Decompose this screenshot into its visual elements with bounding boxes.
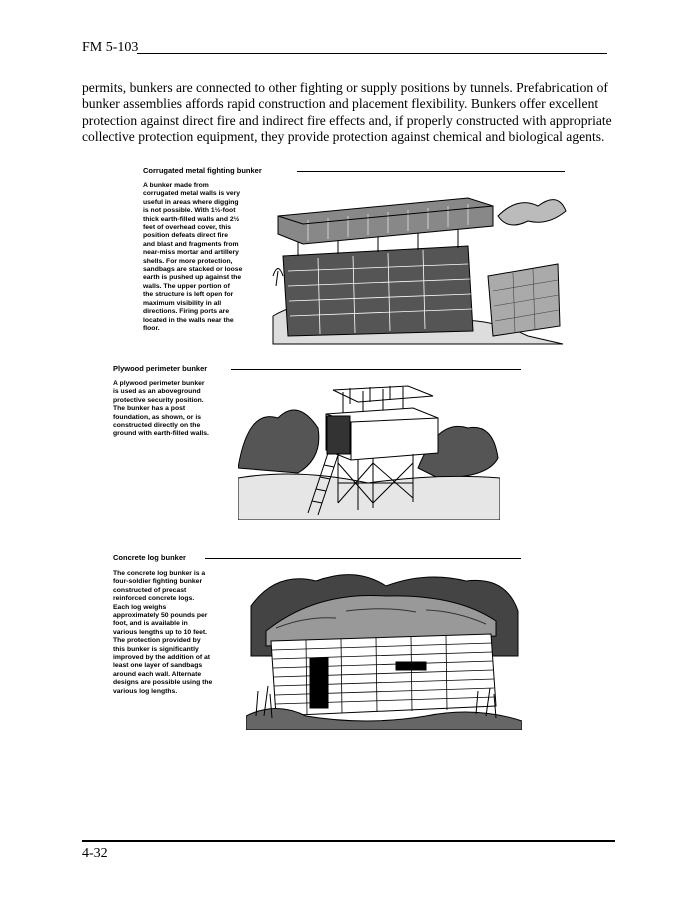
text-line: shells. For more protection, bbox=[143, 257, 233, 265]
text-line: approximately 50 pounds per bbox=[113, 612, 208, 620]
header-rule bbox=[137, 53, 607, 54]
body-paragraph bbox=[82, 80, 612, 145]
text-line: walls. The upper portion of bbox=[143, 282, 230, 290]
text-line: The bunker has a post bbox=[113, 405, 186, 413]
paragraph-line: protection against direct fire and indirect fire effects and, if properly constructed with appropriate bbox=[82, 112, 612, 128]
figure-text-plywood bbox=[113, 380, 238, 439]
corrugated-bunker-illustration bbox=[268, 176, 568, 348]
text-line: and blast and fragments from bbox=[143, 240, 239, 248]
text-line: around each wall. Alternate bbox=[113, 670, 202, 678]
text-line: is not possible. With 1½-foot bbox=[143, 207, 236, 215]
text-line: four-soldier fighting bunker bbox=[113, 578, 203, 586]
text-line: Each log weighs bbox=[113, 603, 167, 611]
caption-rule bbox=[205, 558, 521, 559]
text-line: A bunker made from bbox=[143, 182, 209, 189]
text-line: position defeats direct fire bbox=[143, 232, 228, 240]
text-line: located in the walls near the bbox=[143, 316, 234, 324]
text-line: is used as an aboveground bbox=[113, 388, 201, 396]
caption-rule bbox=[297, 171, 565, 172]
text-line: The protection provided by bbox=[113, 637, 201, 645]
figure-caption-corrugated: Corrugated metal fighting bunker bbox=[143, 166, 262, 175]
figure-caption-concrete-log: Concrete log bunker bbox=[113, 553, 186, 562]
text-line: ground with earth-filled walls. bbox=[113, 430, 209, 438]
figure-text-corrugated bbox=[143, 182, 271, 333]
text-line: directions. Firing ports are bbox=[143, 308, 230, 316]
text-line: feet of overhead cover, this bbox=[143, 224, 232, 232]
text-line: various log lengths. bbox=[113, 687, 178, 695]
text-line: thick earth-filled walls and 2½ bbox=[143, 215, 240, 223]
text-line: protective security position. bbox=[113, 396, 204, 404]
text-line: A plywood perimeter bunker bbox=[113, 380, 205, 387]
paragraph-line: permits, bunkers are connected to other fighting or supply positions by tunnels. Prefabrication of bbox=[82, 80, 608, 95]
text-line: The concrete log bunker is a bbox=[113, 570, 206, 577]
text-line: reinforced concrete logs. bbox=[113, 595, 195, 603]
text-line: various lengths up to 10 feet. bbox=[113, 628, 208, 636]
text-line: near-miss mortar and artillery bbox=[143, 249, 239, 257]
running-header: FM 5-103 bbox=[82, 40, 139, 55]
figure-caption-plywood: Plywood perimeter bunker bbox=[113, 364, 208, 373]
concrete-log-bunker-illustration bbox=[246, 566, 522, 730]
footer-rule bbox=[82, 840, 615, 842]
paragraph-line: bunker assemblies affords rapid construction and placement flexibility. Bunkers offer excellent bbox=[82, 96, 599, 112]
text-line: the structure is left open for bbox=[143, 291, 234, 299]
text-line: constructed of precast bbox=[113, 586, 187, 594]
caption-rule bbox=[231, 369, 521, 370]
text-line: this bunker is significantly bbox=[113, 645, 199, 653]
text-line: constructed directly on the bbox=[113, 422, 201, 430]
text-line: foot, and is available in bbox=[113, 620, 188, 628]
text-line: corrugated metal walls is very bbox=[143, 190, 241, 198]
text-line: improved by the addition of at bbox=[113, 654, 211, 662]
text-line: foundation, as shown, or is bbox=[113, 413, 201, 421]
figure-text-concrete-log bbox=[113, 570, 248, 696]
paragraph-line: collective protection equipment, they provide protection against chemical and biological agents. bbox=[82, 128, 605, 144]
text-line: maximum visibility in all bbox=[143, 299, 222, 307]
text-line: designs are possible using the bbox=[113, 679, 213, 687]
text-line: floor. bbox=[143, 324, 160, 332]
plywood-bunker-illustration bbox=[238, 378, 500, 520]
text-line: least one layer of sandbags bbox=[113, 662, 203, 670]
page-number: 4-32 bbox=[82, 846, 108, 861]
text-line: useful in areas where digging bbox=[143, 198, 239, 206]
text-line: sandbags are stacked or loose bbox=[143, 266, 243, 274]
text-line: earth is pushed up against the bbox=[143, 274, 242, 282]
